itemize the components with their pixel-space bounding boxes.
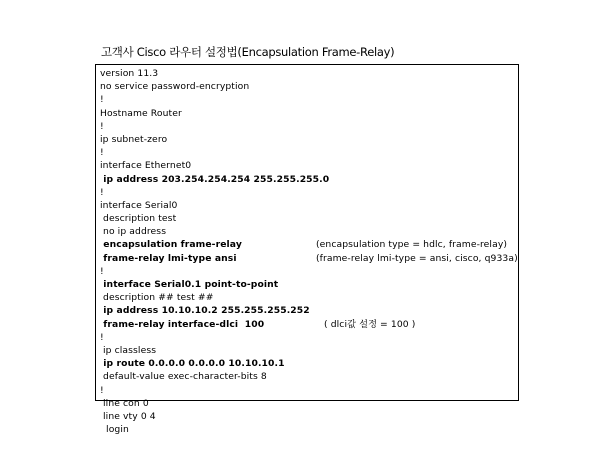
config-line-text: interface Ethernet0 (100, 160, 192, 172)
page-title: 고객사 Cisco 라우터 설정법(Encapsulation Frame-Relay) (101, 45, 395, 59)
config-line-text: ! (100, 120, 104, 132)
config-line-text: login (100, 424, 129, 436)
config-line (100, 238, 518, 251)
config-line (100, 410, 518, 423)
config-line-text: ip route 0.0.0.0 0.0.0.0 10.10.10.1 (100, 358, 285, 370)
config-line (100, 107, 518, 120)
config-line (100, 397, 518, 410)
config-line (100, 278, 518, 291)
config-line-text: description test (100, 213, 177, 225)
config-line-text: ip classless (100, 344, 157, 356)
config-line-text: frame-relay lmi-type ansi (100, 252, 237, 264)
config-line (100, 423, 518, 436)
config-line (100, 146, 518, 159)
config-line-text: encapsulation frame-relay (100, 239, 242, 251)
config-line-text: frame-relay interface-dlci 100 (100, 318, 265, 330)
config-line-text: ! (100, 384, 104, 396)
config-line-text: ! (100, 331, 104, 343)
config-line (100, 252, 518, 265)
config-line-text: ip subnet-zero (100, 133, 168, 145)
config-line-text: line vty 0 4 (100, 410, 156, 422)
config-line-text: interface Serial0.1 point-to-point (100, 279, 279, 290)
config-line (100, 93, 518, 106)
config-line-comment: (encapsulation type = hdlc, frame-relay) (316, 239, 508, 251)
config-line (100, 133, 518, 146)
config-line (100, 225, 518, 238)
config-line (100, 212, 518, 225)
config-line-text: ! (100, 94, 104, 106)
config-line (100, 357, 518, 370)
config-line (100, 331, 518, 344)
config-line (100, 318, 518, 331)
config-line (100, 67, 518, 80)
config-line (100, 370, 518, 383)
config-line-comment: ( dlci값 설정 = 100 ) (324, 318, 416, 330)
config-line-text: line con 0 (100, 397, 149, 409)
config-line-text: default-value exec-character-bits 8 (100, 371, 267, 383)
config-line-text: ip address 10.10.10.2 255.255.255.252 (100, 305, 310, 317)
config-line (100, 265, 518, 278)
config-line (100, 291, 518, 304)
config-line-text: ! (100, 265, 104, 277)
config-line-text: no service password-encryption (100, 81, 250, 93)
config-line-text: version 11.3 (100, 68, 159, 79)
config-line-text: description ## test ## (100, 292, 214, 304)
config-listing (100, 67, 518, 436)
config-line-text: Hostname Router (100, 107, 182, 119)
config-line-comment: (frame-relay lmi-type = ansi, cisco, q933a) (316, 252, 518, 264)
config-line (100, 186, 518, 199)
config-line-text: no ip address (100, 226, 167, 238)
config-box (95, 64, 519, 436)
config-line (100, 384, 518, 397)
config-line (100, 159, 518, 172)
config-line (100, 344, 518, 357)
config-line (100, 80, 518, 93)
config-line (100, 173, 518, 186)
config-line (100, 120, 518, 133)
config-line-text: ip address 203.254.254.254 255.255.255.0 (100, 173, 330, 185)
config-line-text: interface Serial0 (100, 199, 178, 211)
config-line-text: ! (100, 147, 104, 159)
config-line (100, 304, 518, 317)
config-line (100, 199, 518, 212)
config-line-text: ! (100, 186, 104, 198)
